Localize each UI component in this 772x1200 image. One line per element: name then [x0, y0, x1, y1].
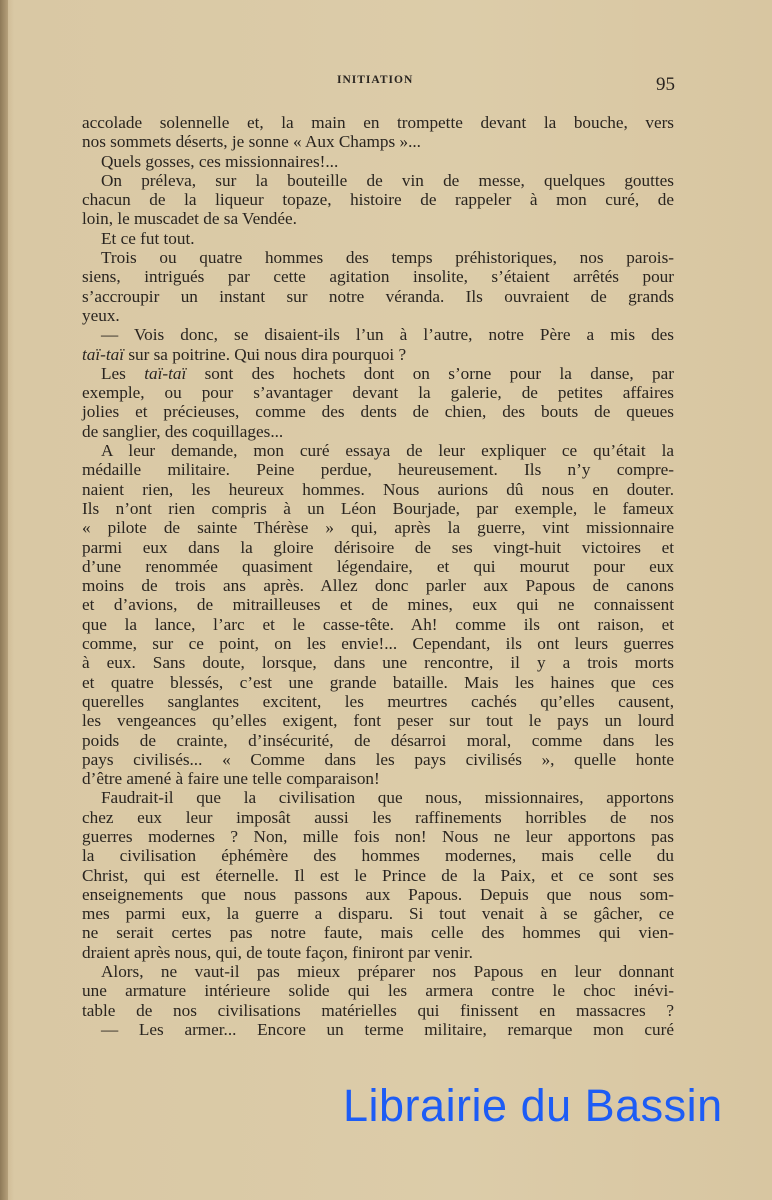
text-line: la civilisation éphémère des hommes modernes, mais celle du [82, 846, 674, 866]
text-line: parmi eux dans la gloire dérisoire de ses vingt-huit victoires et [82, 537, 674, 557]
text-line: s’accroupir un instant sur notre véranda. Ils ouvraient de grands [82, 286, 674, 306]
paragraph [82, 171, 674, 229]
text-line: table de nos civilisations matérielles qui finissent en massacres ? [82, 1000, 674, 1020]
paragraph [82, 962, 674, 1020]
text-line: A leur demande, mon curé essaya de leur expliquer ce qu’était la [101, 441, 674, 461]
paragraph [82, 229, 674, 248]
text-line: comme, sur ce point, on les envie!... Cependant, ils ont leurs guerres [82, 634, 674, 654]
text-line: exemple, ou pour s’avantager devant la galerie, de petites affaires [82, 383, 674, 403]
text-line: à eux. Sans doute, lorsque, dans une rencontre, il y a trois morts [82, 653, 674, 673]
text-line: d’une renommée quasiment légendaire, et qui mourut pour eux [82, 556, 674, 576]
text-line: que la lance, l’arc et le casse-tête. Ah! comme ils ont raison, et [82, 614, 674, 634]
paragraph [82, 1020, 674, 1039]
text-line: de sanglier, des coquillages... [82, 421, 284, 441]
text-line: et quatre blessés, c’est une grande bataille. Mais les haines que ces [82, 672, 674, 692]
text-line: loin, le muscadet de sa Vendée. [82, 209, 297, 229]
text-line: — Les armer... Encore un terme militaire, remarque mon curé [101, 1019, 674, 1039]
text-line: guerres modernes ? Non, mille fois non! Nous ne leur apportons pas [82, 826, 674, 846]
text-line: moins de trois ans après. Allez donc parler aux Papous de canons [82, 576, 674, 596]
page-number: 95 [656, 74, 675, 95]
text-line: yeux. [82, 305, 120, 325]
text-line: d’être amené à faire une telle comparaison! [82, 769, 380, 789]
text-line: naient rien, les heureux hommes. Nous aurions dû nous en douter. [82, 479, 674, 499]
text-line: — Vois donc, se disaient-ils l’un à l’autre, notre Père a mis des [101, 325, 674, 345]
text-line: une armature intérieure solide qui les armera contre le choc inévi- [82, 981, 674, 1001]
text-line: et d’avions, de mitrailleuses et de mines, eux qui ne connaissent [82, 595, 674, 615]
paragraph [82, 364, 674, 441]
text-line: querelles sanglantes excitent, les meurtres cachés qu’elles causent, [82, 691, 674, 711]
text-line: pays civilisés... « Comme dans les pays civilisés », quelle honte [82, 749, 674, 769]
text-line: draient après nous, qui, de toute façon, finiront par venir. [82, 942, 473, 962]
page-body-text [82, 113, 674, 1039]
text-line: jolies et précieuses, comme des dents de chien, des bouts de queues [82, 402, 674, 422]
running-title: INITIATION [337, 74, 414, 86]
text-line: Quels gosses, ces missionnaires!... [101, 151, 339, 171]
text-line: poids de crainte, d’insécurité, de désarroi moral, comme dans les [82, 730, 674, 750]
text-line: nos sommets déserts, je sonne « Aux Champs »... [82, 132, 421, 152]
page-header [0, 72, 772, 96]
paragraph [82, 325, 674, 364]
paragraph [82, 441, 674, 788]
text-line: Trois ou quatre hommes des temps préhistoriques, nos parois- [101, 248, 674, 268]
paragraph [82, 152, 674, 171]
book-spine-edge [0, 0, 8, 1200]
paragraph [82, 113, 674, 152]
text-line: On préleva, sur la bouteille de vin de messe, quelques gouttes [101, 170, 674, 190]
text-line: médaille militaire. Peine perdue, heureusement. Ils n’y compre- [82, 460, 674, 480]
text-line: chacun de la liqueur topaze, histoire de rappeler à mon curé, de [82, 190, 674, 210]
text-line: Faudrait-il que la civilisation que nous, missionnaires, apportons [101, 788, 674, 808]
text-line: accolade solennelle et, la main en trompette devant la bouche, vers [82, 113, 674, 132]
text-line: Christ, qui est éternelle. Il est le Prince de la Paix, et ce sont ses [82, 865, 674, 885]
text-line: Alors, ne vaut-il pas mieux préparer nos Papous en leur donnant [101, 962, 674, 982]
text-line: ne serait certes pas notre faute, mais celle des hommes qui vien- [82, 923, 674, 943]
text-line: les vengeances qu’elles exigent, font peser sur tout le pays un lourd [82, 711, 674, 731]
text-line: siens, intrigués par cette agitation insolite, s’étaient arrêtés pour [82, 267, 674, 287]
text-line: enseignements que nous passons aux Papous. Depuis que nous som- [82, 884, 674, 904]
text-line: Et ce fut tout. [101, 228, 195, 248]
paragraph [82, 248, 674, 325]
paragraph [82, 788, 674, 962]
text-line: « pilote de sainte Thérèse » qui, après la guerre, vint missionnaire [82, 518, 674, 538]
text-line: Ils n’ont rien compris à un Léon Bourjade, par exemple, le fameux [82, 498, 674, 518]
text-line: mes parmi eux, la guerre a disparu. Si tout venait à se gâcher, ce [82, 904, 674, 924]
text-line: Les taï-taï sont des hochets dont on s’orne pour la danse, par [101, 363, 675, 383]
text-line: chez eux leur imposât aussi les raffinements horribles de nos [82, 807, 674, 827]
text-line: taï-taï sur sa poitrine. Qui nous dira pourquoi ? [82, 344, 407, 364]
watermark-librairie-du-bassin: Librairie du Bassin [343, 1080, 723, 1131]
